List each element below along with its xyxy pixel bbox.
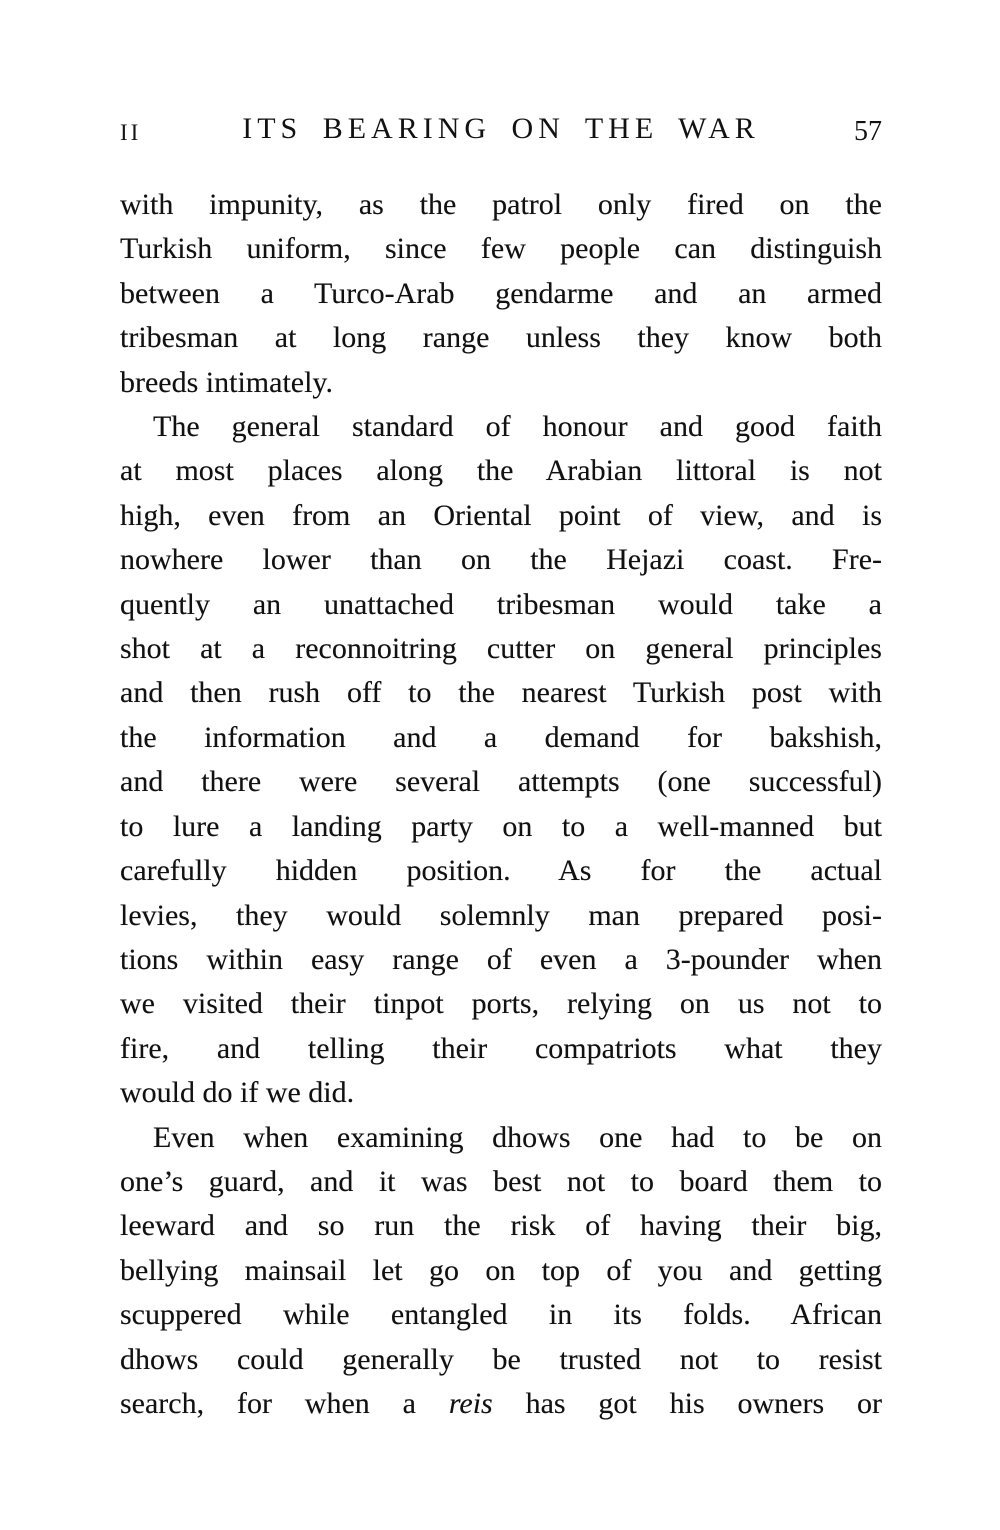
page-header — [120, 112, 882, 152]
text-line: fire, and telling their compatriots what they — [120, 1031, 882, 1065]
text-line: with impunity, as the patrol only fired on the — [120, 188, 882, 221]
text-line: scuppered while entangled in its folds. African — [120, 1298, 882, 1332]
text-line: at most places along the Arabian littoral is not — [120, 454, 882, 488]
text-line: we visited their tinpot ports, relying on us not to — [120, 987, 882, 1021]
page-number: 57 — [854, 116, 882, 147]
text-line: nowhere lower than on the Hejazi coast. Fre- — [120, 543, 882, 577]
text-line: The general standard of honour and good faith — [153, 410, 882, 444]
text-line: tions within easy range of even a 3-pounder when — [120, 942, 882, 976]
text-line: carefully hidden position. As for the actual — [120, 854, 882, 888]
text-line: search, for when a reis has got his owners or — [120, 1386, 882, 1420]
text-line: would do if we did. — [120, 1076, 355, 1110]
text-line: quently an unattached tribesman would take a — [120, 587, 882, 621]
paragraph — [120, 183, 882, 405]
chapter-numeral: II — [120, 120, 142, 145]
paragraph — [120, 405, 882, 1116]
text-line: breeds intimately. — [120, 365, 333, 399]
text-line: bellying mainsail let go on top of you and getting — [120, 1253, 882, 1287]
italic-word: reis — [448, 1386, 493, 1420]
text-line: tribesman at long range unless they know both — [120, 321, 882, 355]
text-line: dhows could generally be trusted not to resist — [120, 1342, 882, 1376]
text-line: one’s guard, and it was best not to board them to — [120, 1164, 882, 1198]
text-line: Even when examining dhows one had to be on — [153, 1120, 882, 1154]
text-line: to lure a landing party on to a well-manned but — [120, 809, 882, 843]
page-body — [120, 183, 882, 1426]
text-line: and then rush off to the nearest Turkish post with — [120, 676, 882, 710]
running-title: ITS BEARING ON THE WAR — [242, 112, 760, 145]
paragraph — [120, 1116, 882, 1427]
text-line: leeward and so run the risk of having their big, — [120, 1209, 882, 1243]
text-line: Turkish uniform, since few people can distinguish — [120, 232, 882, 266]
text-line: levies, they would solemnly man prepared posi- — [120, 898, 882, 932]
text-line: between a Turco-Arab gendarme and an armed — [120, 276, 882, 310]
text-line: high, even from an Oriental point of view, and is — [120, 498, 882, 532]
text-line: and there were several attempts (one successful) — [120, 765, 882, 799]
text-line: the information and a demand for bakshish, — [120, 720, 882, 754]
text-line: shot at a reconnoitring cutter on general principles — [120, 632, 882, 666]
